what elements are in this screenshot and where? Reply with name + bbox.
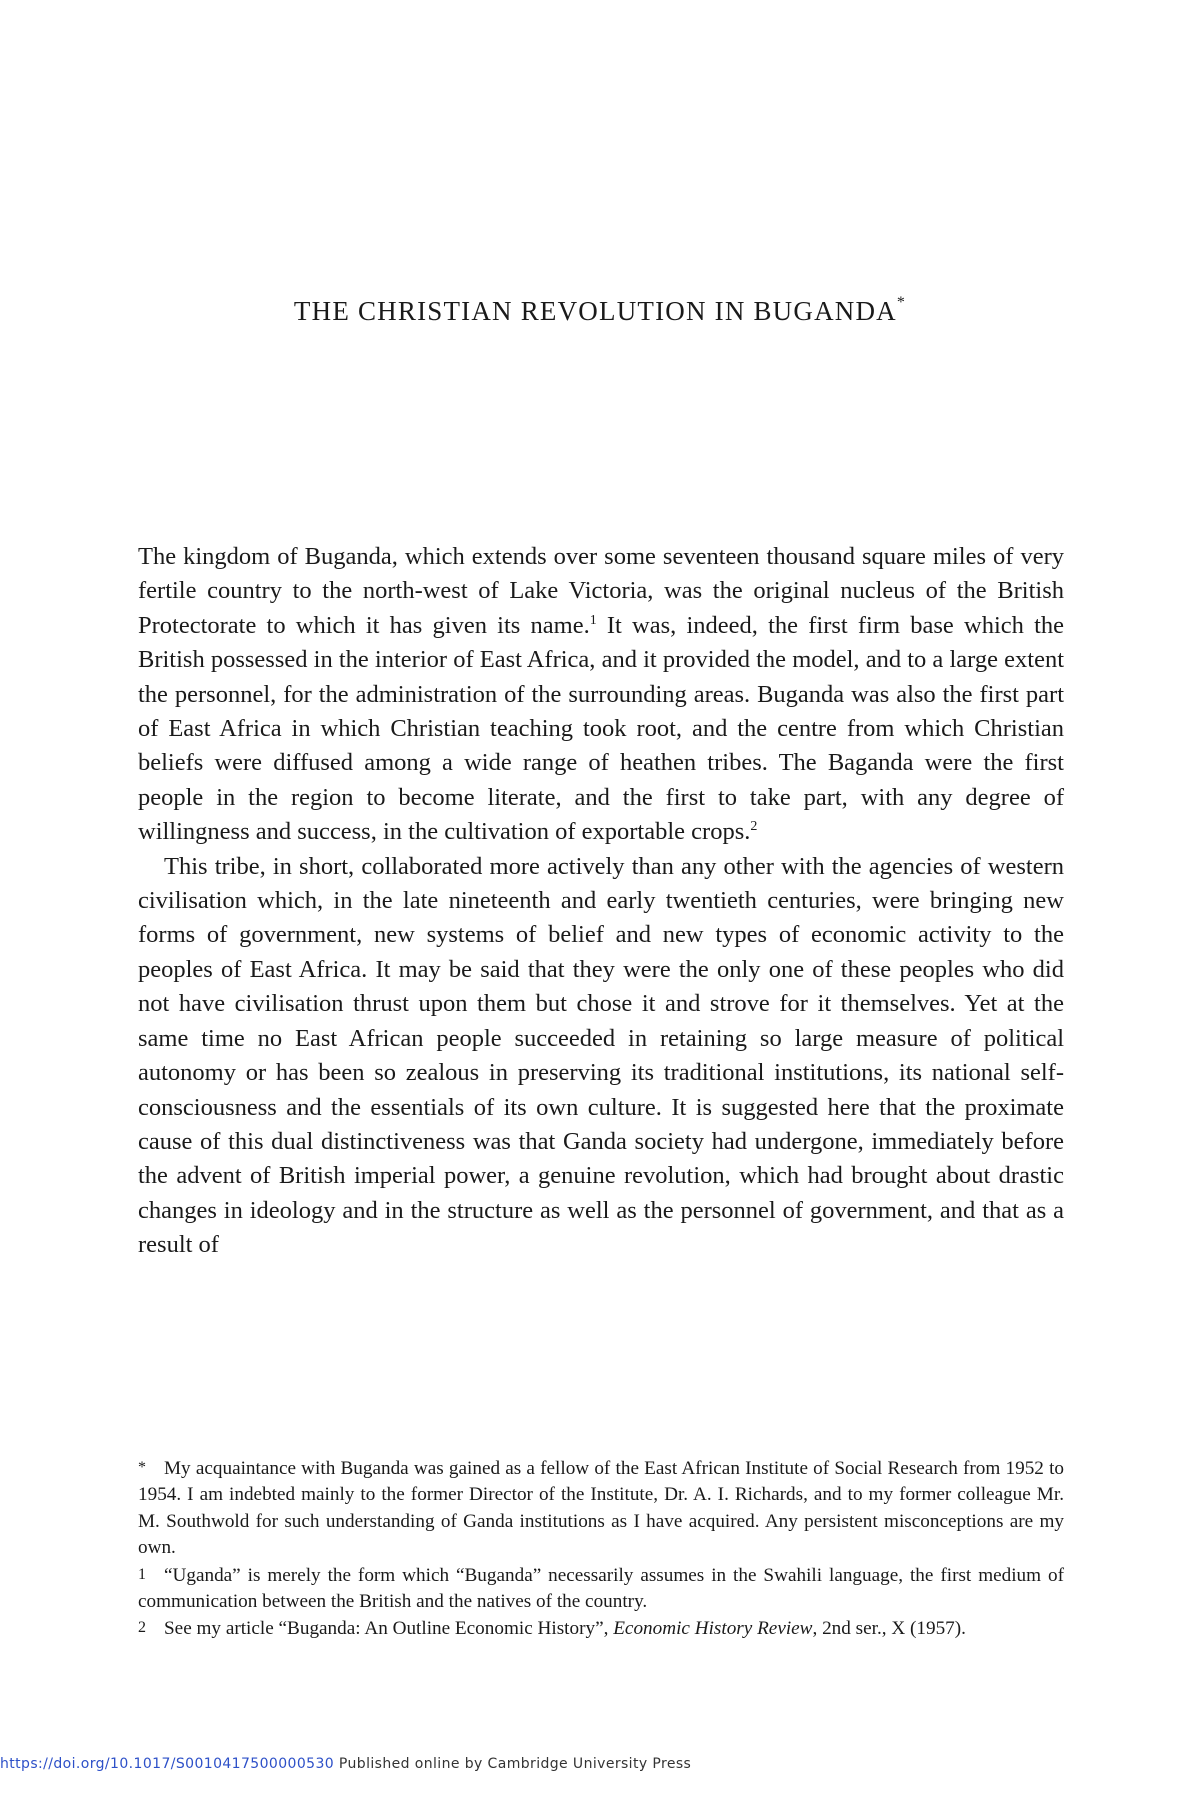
footnote-2-text-a: See my article “Buganda: An Outline Economic History”, bbox=[164, 1618, 614, 1640]
article-title-text: THE CHRISTIAN REVOLUTION IN BUGANDA bbox=[293, 296, 897, 326]
title-footnote-marker[interactable]: * bbox=[896, 294, 907, 311]
page-footer bbox=[0, 1756, 691, 1772]
footnote-2-journal: Economic History Review bbox=[613, 1618, 813, 1640]
footnote-star bbox=[138, 1455, 1064, 1562]
footnote-star-text: My acquaintance with Buganda was gained as a fellow of the East African Institute of Social Research from 1952 to 1954. I am indebted mainly to the former Director of the Institute, Dr. A. I. Richards, and to my former colleague Mr. M. Southwold for such understanding of Ganda institutions as I have acquired. Any persistent misconceptions are my own. bbox=[138, 1458, 1064, 1559]
footnote-ref-1[interactable]: 1 bbox=[589, 612, 597, 628]
paragraph-1-text-b: It was, indeed, the first firm base which the British possessed in the interior of East Africa, and it provided the model, and to a large extent the personnel, for the administration of the surrounding areas. Buganda was also the first part of East Africa in which Christian teaching took root, and the centre from which Christian beliefs were diffused among a wide range of heathen tribes. The Baganda were the first people in the region to become literate, and the first to take part, with any degree of willingness and success, in the cultivation of exportable crops. bbox=[138, 611, 1064, 846]
footnotes-section bbox=[138, 1455, 1064, 1643]
footnote-ref-2[interactable]: 2 bbox=[750, 819, 758, 835]
footnote-2-marker: 2 bbox=[138, 1619, 146, 1637]
body-paragraph-2: This tribe, in short, collaborated more actively than any other with the agencies of western civilisation which, in the late nineteenth and early twentieth centuries, were bringing new forms of government, new systems of belief and new types of economic activity to the peoples of East Africa. It may be said that they were the only one of these peoples who did not have civilisation thrust upon them but chose it and strove for it themselves. Yet at the same time no East African people succeeded in retaining so large measure of political autonomy or has been so zealous in preserving its traditional institutions, its national self-consciousness and the essentials of its own culture. It is suggested here that the proximate cause of this dual distinctiveness was that Ganda society had undergone, immediately before the advent of British imperial power, a genuine revolution, which had brought about drastic changes in ideology and in the structure as well as the personnel of government, and that as a result of bbox=[138, 852, 1064, 1259]
paragraph-1-text-a: The kingdom of Buganda, which extends over some seventeen thousand square miles of very fertile country to the north-west of Lake Victoria, was the original nucleus of the British Protectorate to which it has given its name. bbox=[138, 543, 1064, 639]
article-body bbox=[138, 540, 1064, 1263]
footnote-1 bbox=[138, 1562, 1064, 1616]
doi-link[interactable]: https://doi.org/10.1017/S0010417500000530 bbox=[0, 1756, 335, 1772]
footnote-2-text-b: , 2nd ser., X (1957). bbox=[812, 1618, 966, 1640]
body-paragraph-1 bbox=[138, 540, 1064, 850]
footnote-1-marker: 1 bbox=[138, 1565, 146, 1583]
article-title bbox=[0, 296, 1200, 327]
footnote-2 bbox=[138, 1615, 1064, 1642]
publisher-note: Published online by Cambridge University Press bbox=[334, 1756, 692, 1772]
footnote-1-text: “Uganda” is merely the form which “Buganda” necessarily assumes in the Swahili language, the first medium of communication between the British and the natives of the country. bbox=[138, 1564, 1064, 1613]
footnote-star-marker: * bbox=[138, 1459, 146, 1476]
